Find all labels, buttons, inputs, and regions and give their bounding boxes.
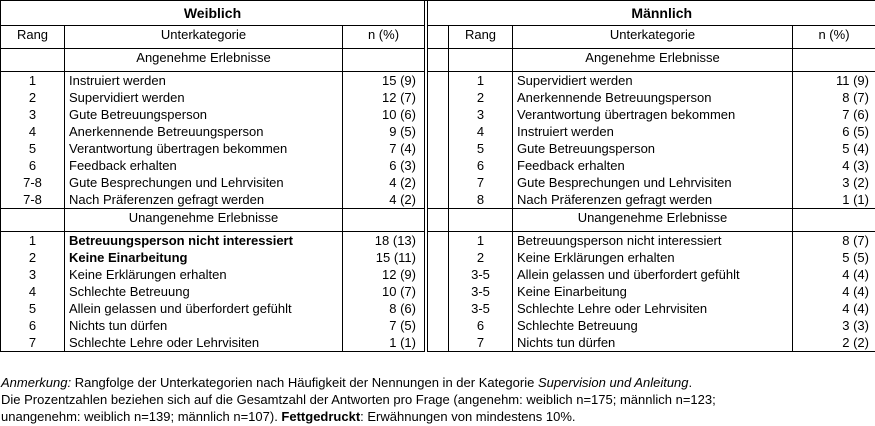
female-category-cell: Schlechte Betreuung	[65, 283, 343, 300]
male-rank-cell: 8	[449, 191, 513, 209]
female-rank-cell: 3	[1, 266, 65, 283]
male-negative-section: Unangenehme Erlebnisse	[513, 209, 793, 232]
male-n-cell: 5 (4)	[793, 140, 875, 157]
female-n-cell: 1 (1)	[343, 334, 425, 352]
column-gap	[428, 174, 449, 191]
column-gap	[428, 106, 449, 123]
female-category-cell: Keine Einarbeitung	[65, 249, 343, 266]
female-category-cell: Schlechte Lehre oder Lehrvisiten	[65, 334, 343, 352]
female-rank-cell: 4	[1, 123, 65, 140]
female-n-cell: 15 (11)	[343, 249, 425, 266]
column-gap	[428, 72, 449, 90]
female-rank-col: Rang	[1, 26, 65, 49]
male-n-cell: 3 (2)	[793, 174, 875, 191]
female-rank-cell: 1	[1, 72, 65, 90]
column-gap	[428, 249, 449, 266]
female-rank-cell: 2	[1, 89, 65, 106]
female-n-cell: 12 (9)	[343, 266, 425, 283]
note-text-3b: : Erwähnungen von mindestens 10%.	[360, 409, 576, 424]
table-row	[1, 317, 875, 334]
column-gap	[428, 232, 449, 250]
table-row	[1, 283, 875, 300]
female-rank-cell: 7-8	[1, 191, 65, 209]
female-rank-cell: 5	[1, 140, 65, 157]
male-category-cell: Nach Präferenzen gefragt werden	[513, 191, 793, 209]
negative-rows	[1, 232, 875, 352]
male-n-cell: 6 (5)	[793, 123, 875, 140]
female-category-cell: Feedback erhalten	[65, 157, 343, 174]
table-row	[1, 157, 875, 174]
column-gap	[428, 140, 449, 157]
female-n-cell: 6 (3)	[343, 157, 425, 174]
note-category: Supervision und Anleitung	[537, 375, 689, 390]
female-category-cell: Anerkennende Betreuungsperson	[65, 123, 343, 140]
table-row	[1, 123, 875, 140]
male-category-cell: Allein gelassen und überfordert gefühlt	[513, 266, 793, 283]
male-rank-cell: 3-5	[449, 266, 513, 283]
table-row	[1, 191, 875, 209]
table-row	[1, 266, 875, 283]
male-rank-cell: 6	[449, 157, 513, 174]
female-category-col: Unterkategorie	[65, 26, 343, 49]
table-row	[1, 89, 875, 106]
female-n-cell: 8 (6)	[343, 300, 425, 317]
table-row	[1, 300, 875, 317]
column-gap	[428, 283, 449, 300]
female-positive-section: Angenehme Erlebnisse	[65, 49, 343, 72]
column-gap	[428, 123, 449, 140]
male-category-cell: Schlechte Betreuung	[513, 317, 793, 334]
male-n-cell: 4 (4)	[793, 266, 875, 283]
table-row	[1, 106, 875, 123]
male-category-col: Unterkategorie	[513, 26, 793, 49]
note-text: Rangfolge der Unterkategorien nach Häufigkeit der Nennungen in der Kategorie	[71, 375, 538, 390]
female-category-cell: Allein gelassen und überfordert gefühlt	[65, 300, 343, 317]
male-rank-cell: 4	[449, 123, 513, 140]
male-category-cell: Instruiert werden	[513, 123, 793, 140]
note-line-1	[1, 374, 873, 391]
female-category-cell: Gute Betreuungsperson	[65, 106, 343, 123]
male-category-cell: Anerkennende Betreuungsperson	[513, 89, 793, 106]
female-n-cell: 7 (5)	[343, 317, 425, 334]
male-n-cell: 4 (4)	[793, 300, 875, 317]
male-rank-cell: 6	[449, 317, 513, 334]
female-n-cell: 12 (7)	[343, 89, 425, 106]
male-rank-cell: 7	[449, 334, 513, 352]
male-category-cell: Verantwortung übertragen bekommen	[513, 106, 793, 123]
female-category-cell: Supervidiert werden	[65, 89, 343, 106]
female-n-cell: 4 (2)	[343, 191, 425, 209]
column-gap	[428, 334, 449, 352]
table-row	[1, 334, 875, 352]
note-text-3a: unangenehm: weiblich n=139; männlich n=107).	[1, 409, 282, 424]
female-rank-cell: 5	[1, 300, 65, 317]
female-category-cell: Keine Erklärungen erhalten	[65, 266, 343, 283]
male-header: Männlich	[449, 1, 875, 26]
male-n-cell: 7 (6)	[793, 106, 875, 123]
table-row	[1, 72, 875, 90]
male-n-cell: 11 (9)	[793, 72, 875, 90]
male-rank-cell: 3	[449, 106, 513, 123]
column-gap	[428, 191, 449, 209]
female-n-cell: 18 (13)	[343, 232, 425, 250]
male-category-cell: Keine Erklärungen erhalten	[513, 249, 793, 266]
female-n-cell: 7 (4)	[343, 140, 425, 157]
female-n-cell: 4 (2)	[343, 174, 425, 191]
table-row	[1, 140, 875, 157]
female-category-cell: Betreuungsperson nicht interessiert	[65, 232, 343, 250]
male-n-cell: 2 (2)	[793, 334, 875, 352]
note-period: .	[688, 375, 693, 390]
column-gap	[428, 300, 449, 317]
table-row	[1, 174, 875, 191]
male-rank-cell: 5	[449, 140, 513, 157]
female-category-cell: Instruiert werden	[65, 72, 343, 90]
male-category-cell: Gute Betreuungsperson	[513, 140, 793, 157]
female-n-cell: 15 (9)	[343, 72, 425, 90]
male-rank-cell: 2	[449, 89, 513, 106]
male-category-cell: Gute Besprechungen und Lehrvisiten	[513, 174, 793, 191]
positive-rows	[1, 72, 875, 209]
male-category-cell: Betreuungsperson nicht interessiert	[513, 232, 793, 250]
column-gap	[428, 317, 449, 334]
male-category-cell: Schlechte Lehre oder Lehrvisiten	[513, 300, 793, 317]
male-category-cell: Supervidiert werden	[513, 72, 793, 90]
female-rank-cell: 2	[1, 249, 65, 266]
female-rank-cell: 1	[1, 232, 65, 250]
male-rank-cell: 1	[449, 232, 513, 250]
female-category-cell: Gute Besprechungen und Lehrvisiten	[65, 174, 343, 191]
male-n-col: n (%)	[793, 26, 875, 49]
female-n-cell: 9 (5)	[343, 123, 425, 140]
note-label: Anmerkung:	[1, 375, 72, 390]
female-n-cell: 10 (7)	[343, 283, 425, 300]
male-rank-cell: 3-5	[449, 300, 513, 317]
female-negative-section: Unangenehme Erlebnisse	[65, 209, 343, 232]
male-rank-cell: 7	[449, 174, 513, 191]
female-rank-cell: 6	[1, 317, 65, 334]
female-n-cell: 10 (6)	[343, 106, 425, 123]
male-category-cell: Keine Einarbeitung	[513, 283, 793, 300]
note-bold-label: Fettgedruckt	[281, 409, 361, 424]
male-positive-section: Angenehme Erlebnisse	[513, 49, 793, 72]
female-rank-cell: 6	[1, 157, 65, 174]
male-rank-cell: 2	[449, 249, 513, 266]
male-category-cell: Nichts tun dürfen	[513, 334, 793, 352]
male-n-cell: 1 (1)	[793, 191, 875, 209]
male-n-cell: 4 (3)	[793, 157, 875, 174]
male-rank-cell: 3-5	[449, 283, 513, 300]
female-rank-cell: 7-8	[1, 174, 65, 191]
male-category-cell: Feedback erhalten	[513, 157, 793, 174]
female-rank-cell: 4	[1, 283, 65, 300]
note-line-2: Die Prozentzahlen beziehen sich auf die Gesamtzahl der Antworten pro Frage (angenehm: weiblich n=175; männlich n=123;	[1, 392, 716, 407]
male-rank-cell: 1	[449, 72, 513, 90]
female-category-cell: Verantwortung übertragen bekommen	[65, 140, 343, 157]
male-n-cell: 5 (5)	[793, 249, 875, 266]
female-n-col: n (%)	[343, 26, 425, 49]
female-rank-cell: 3	[1, 106, 65, 123]
male-n-cell: 8 (7)	[793, 89, 875, 106]
column-gap	[428, 157, 449, 174]
female-rank-cell: 7	[1, 334, 65, 352]
column-gap	[428, 266, 449, 283]
table-row	[1, 249, 875, 266]
female-category-cell: Nichts tun dürfen	[65, 317, 343, 334]
female-header: Weiblich	[1, 1, 425, 26]
male-n-cell: 4 (4)	[793, 283, 875, 300]
female-category-cell: Nach Präferenzen gefragt werden	[65, 191, 343, 209]
table-row	[1, 232, 875, 250]
column-gap	[428, 89, 449, 106]
male-n-cell: 8 (7)	[793, 232, 875, 250]
male-rank-col: Rang	[449, 26, 513, 49]
note-line-3	[1, 408, 873, 425]
male-n-cell: 3 (3)	[793, 317, 875, 334]
table-note	[1, 374, 873, 425]
